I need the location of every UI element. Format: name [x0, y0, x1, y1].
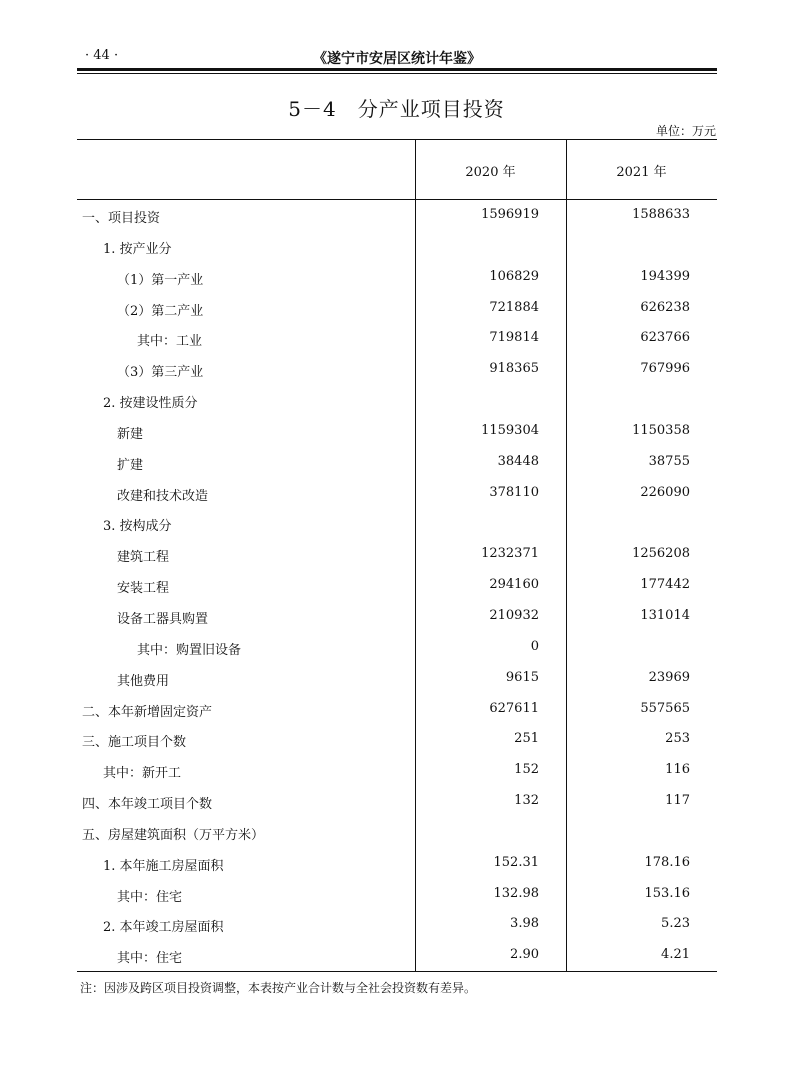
- value-2021: 117: [665, 793, 690, 809]
- row-label: 二、本年新增固定资产: [82, 704, 213, 720]
- table-row: [77, 848, 717, 879]
- table-row: [77, 539, 717, 570]
- row-label: 其中：新开工: [103, 766, 182, 782]
- row-label: 其中：工业: [137, 334, 203, 350]
- row-label: （2）第二产业: [117, 303, 204, 319]
- value-2020: 1159304: [481, 422, 539, 438]
- value-2020: 132.98: [493, 885, 539, 901]
- table-bottom-rule: [77, 971, 717, 972]
- table-row: [77, 293, 717, 324]
- value-2020: 721884: [489, 299, 539, 315]
- value-2021: 767996: [640, 361, 690, 377]
- row-label: 其中：住宅: [117, 951, 183, 967]
- value-2021: 194399: [640, 268, 690, 284]
- row-label: 三、施工项目个数: [82, 735, 187, 751]
- value-2021: 38755: [648, 453, 690, 469]
- value-2020: 2.90: [510, 947, 539, 963]
- value-2021: 557565: [640, 700, 690, 716]
- table-row: [77, 786, 717, 817]
- value-2020: 38448: [497, 453, 539, 469]
- value-2020: 627611: [489, 700, 539, 716]
- table-row: [77, 724, 717, 755]
- value-2020: 1596919: [481, 207, 539, 222]
- value-2020: 152.31: [493, 854, 539, 870]
- value-2021: 178.16: [644, 854, 690, 870]
- row-label: 改建和技术改造: [117, 488, 209, 504]
- table-row: [77, 508, 717, 539]
- value-2021: 226090: [640, 484, 690, 500]
- value-2020: 294160: [489, 577, 539, 593]
- row-label: 一、项目投资: [82, 211, 161, 226]
- value-2021: 177442: [640, 577, 690, 593]
- table-row: [77, 755, 717, 786]
- table-row: [77, 632, 717, 663]
- table-row: [77, 478, 717, 509]
- row-label: （1）第一产业: [117, 272, 204, 288]
- row-label: 2. 按建设性质分: [103, 396, 198, 412]
- row-label: 设备工器具购置: [117, 611, 209, 627]
- row-label: 扩建: [117, 457, 144, 473]
- table-body: [77, 200, 717, 971]
- column-header-2021: 2021 年: [616, 165, 667, 180]
- row-label: 四、本年竣工项目个数: [82, 797, 213, 813]
- row-label: 安装工程: [117, 581, 170, 597]
- table-row: [77, 231, 717, 262]
- value-2020: 251: [514, 731, 539, 747]
- row-label: 2. 本年竣工房屋面积: [103, 920, 224, 936]
- row-label: （3）第三产业: [117, 365, 204, 381]
- row-label: 五、房屋建筑面积（万平方米）: [82, 827, 265, 843]
- value-2020: 106829: [489, 268, 539, 284]
- table-note: 注：因涉及跨区项目投资调整，本表按产业合计数与全社会投资数有差异。: [80, 981, 477, 995]
- value-2020: 719814: [489, 330, 539, 346]
- data-table: [77, 139, 717, 972]
- value-2021: 4.21: [661, 947, 690, 963]
- value-2021: 623766: [640, 330, 690, 346]
- value-2021: 1588633: [632, 207, 690, 222]
- table-row: [77, 354, 717, 385]
- table-row: [77, 200, 717, 231]
- value-2021: 5.23: [661, 916, 690, 932]
- row-label: 3. 按构成分: [103, 519, 172, 535]
- page-header: [77, 48, 717, 66]
- row-label: 其中：住宅: [117, 889, 183, 905]
- value-2021: 253: [665, 731, 690, 747]
- value-2020: 378110: [489, 484, 539, 500]
- row-label: 1. 按产业分: [103, 241, 172, 257]
- value-2020: 210932: [489, 607, 539, 623]
- table-row: [77, 385, 717, 416]
- table-row: [77, 262, 717, 293]
- table-row: [77, 601, 717, 632]
- row-label: 新建: [117, 426, 144, 442]
- header-rule-thick: [77, 68, 717, 71]
- value-2020: 3.98: [510, 916, 539, 932]
- table-row: [77, 663, 717, 694]
- row-label: 其他费用: [117, 673, 170, 689]
- value-2021: 1150358: [632, 422, 690, 438]
- value-2020: 132: [514, 793, 539, 809]
- row-label: 其中：购置旧设备: [137, 642, 242, 658]
- table-top-rule: [77, 139, 717, 140]
- table-row: [77, 416, 717, 447]
- value-2020: 9615: [505, 669, 539, 685]
- row-label: 1. 本年施工房屋面积: [103, 858, 224, 874]
- value-2021: 153.16: [644, 885, 690, 901]
- value-2021: 131014: [640, 607, 690, 623]
- row-label: 建筑工程: [117, 550, 170, 566]
- book-title: 《遂宁市安居区统计年鉴》: [313, 51, 481, 67]
- table-row: [77, 879, 717, 910]
- value-2020: 0: [530, 638, 539, 654]
- value-2020: 918365: [489, 361, 539, 377]
- table-row: [77, 909, 717, 940]
- table-title: 5－4 分产业项目投资: [288, 97, 505, 121]
- table-row: [77, 447, 717, 478]
- table-row: [77, 570, 717, 601]
- header-rule-thin: [77, 73, 717, 74]
- table-row: [77, 323, 717, 354]
- table-row: [77, 817, 717, 848]
- column-header-2020: 2020 年: [465, 165, 516, 180]
- value-2020: 152: [514, 762, 539, 778]
- table-row: [77, 940, 717, 971]
- table-row: [77, 694, 717, 725]
- page-number: · 44 ·: [85, 48, 119, 63]
- unit-label: 单位：万元: [655, 124, 716, 138]
- value-2021: 626238: [640, 299, 690, 315]
- value-2020: 1232371: [481, 546, 539, 562]
- value-2021: 1256208: [632, 546, 690, 562]
- value-2021: 23969: [648, 669, 690, 685]
- value-2021: 116: [665, 762, 690, 778]
